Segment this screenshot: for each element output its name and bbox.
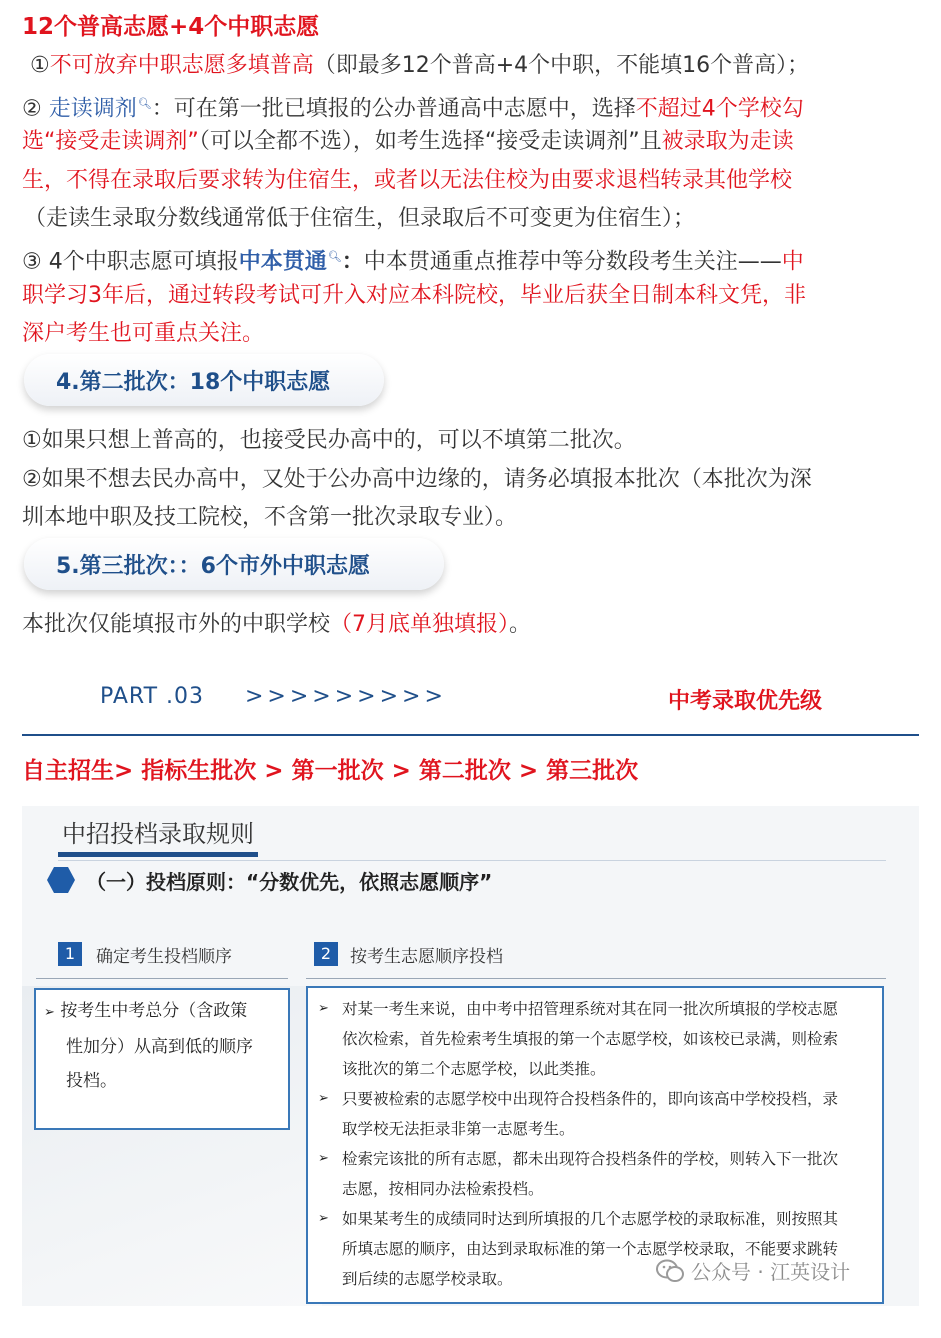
- item-2-highlight-2: 被录取为走读: [661, 129, 794, 154]
- slide-principle: （一）投档原则：“分数优先，依照志愿顺序”: [86, 870, 493, 894]
- step-1-rule: [36, 978, 288, 979]
- item-3-colon: ：: [341, 249, 364, 275]
- bullet-icon: ➢: [318, 1001, 329, 1016]
- item-1: [30, 47, 930, 85]
- section-5-title: 5.第三批次：：6个市外中职志愿: [24, 538, 444, 590]
- item-2-line-2: [22, 123, 922, 161]
- item-3-line-2: 职学习3年后，通过转段考试可升入对应本科院校，毕业后获全日制本科文凭，非: [22, 283, 806, 308]
- bullet-4-l3: 到后续的志愿学校录取。: [342, 1270, 513, 1288]
- item-3-highlight-1: 中: [781, 249, 804, 275]
- step-1-heading: 确定考生投档顺序: [96, 947, 232, 967]
- item-3-line-3: 深户考生也可重点关注。: [22, 321, 265, 346]
- part-header: [0, 684, 941, 720]
- item-3-line-1: [22, 238, 922, 281]
- item-3-rest: 中本贯通重点推荐中等分数段考生关注——: [363, 249, 782, 275]
- step-2-rule: [306, 978, 886, 979]
- item-3-prefix: 4个中职志愿可填报: [48, 249, 239, 275]
- part-label: PART .03: [100, 684, 205, 709]
- bullet-3-l2: 志愿，按相同办法检索投档。: [342, 1180, 544, 1198]
- section-4-para-2b: 圳本地中职及技工院校，不含第一批次录取专业）。: [22, 505, 518, 530]
- item-1-marker: ①: [30, 53, 50, 78]
- bullet-1-l3: 该批次的第二个志愿学校，以此类推。: [342, 1060, 606, 1078]
- wechat-icon: [655, 1258, 685, 1284]
- step-2-heading: 按考生志愿顺序投档: [350, 947, 503, 967]
- item-1-rest: （即最多12个普高+4个中职，不能填16个普高）；: [313, 53, 810, 78]
- item-2-highlight-1: 不超过4个学校勾: [635, 96, 804, 122]
- search-icon[interactable]: 🔍︎: [137, 97, 152, 110]
- secondary-bachelor-link[interactable]: 中本贯通: [238, 249, 327, 275]
- bullet-4-l1: 如果某考生的成绩同时达到所填报的几个志愿学校的录取标准，则按照其: [342, 1210, 839, 1228]
- slide-title: 中招投档录取规则: [62, 820, 254, 848]
- item-2-text: ：可在第一批已填报的公办普通高中志愿中，选择: [151, 96, 636, 122]
- step-2-bullet-3: [318, 1144, 872, 1204]
- bullet-3-l1: 检索完该批的所有志愿，都未出现符合投档条件的学校，则转入下一批次: [342, 1150, 839, 1168]
- section-5-body: 本批次仅能填报市外的中职学校: [22, 612, 331, 637]
- section-4-title: 4.第二批次：18个中职志愿: [24, 354, 384, 406]
- section-heading: 12个普高志愿+4个中职志愿: [22, 14, 320, 40]
- watermark-text: 公众号 · 江英设计: [691, 1260, 851, 1284]
- item-2-line-1: [22, 85, 922, 128]
- item-3-marker: ③: [22, 249, 42, 275]
- step-1-number: 1: [58, 942, 82, 966]
- step-2-bullet-2: [318, 1084, 872, 1144]
- slide-divider: [58, 860, 886, 861]
- item-1-highlight: 不可放弃中职志愿多填普高: [49, 53, 314, 78]
- bullet-2-l2: 取学校无法拒录非第一志愿考生。: [342, 1120, 575, 1138]
- bullet-2-l1: 只要被检索的志愿学校中出现符合投档条件的，即向该高中学校投档，录: [342, 1090, 839, 1108]
- bullet-1-l1: 对某一考生来说，由中考中招管理系统对其在同一批次所填报的学校志愿: [342, 1000, 839, 1018]
- item-2-highlight-1b: 选: [22, 129, 45, 154]
- divider: [22, 734, 919, 736]
- item-2-mid: （可以全都不选），如考生选择“接受走读调剂”且: [198, 129, 662, 154]
- bullet-4-l2: 所填志愿的顺序，由达到录取标准的第一个志愿学校录取，不能要求跳转: [342, 1240, 839, 1258]
- bullet-icon: ➢: [318, 1151, 329, 1166]
- item-2-quote: “接受走读调剂”: [44, 129, 199, 154]
- slide-title-bar: [58, 852, 258, 857]
- item-2-line-3: 生，不得在录取后要求转为住宿生，或者以无法住校为由要求退档转录其他学校: [22, 168, 793, 193]
- item-2-note: （走读生录取分数线通常低于住宿生，但录取后不可变更为住宿生）；: [24, 206, 696, 231]
- part-title: 中考录取优先级: [668, 689, 823, 714]
- step-1-text-l1: 按考生中考总分（含政策: [60, 1001, 248, 1021]
- step-1-text-l3: 投档。: [66, 1071, 117, 1091]
- step-1-box: [34, 988, 290, 1130]
- item-2-marker: ②: [22, 96, 42, 122]
- section-4-para-1: ①如果只想上普高的，也接受民办高中的，可以不填第二批次。: [22, 428, 636, 453]
- bullet-1-l2: 依次检索，首先检索考生填报的第一个志愿学校，如该校已录满，则检索: [342, 1030, 839, 1048]
- bullet-icon: ➢: [318, 1211, 329, 1226]
- search-icon[interactable]: 🔍︎: [327, 250, 342, 263]
- walk-in-transfer-link[interactable]: 走读调剂: [48, 96, 137, 122]
- step-2-bullet-1: [318, 994, 872, 1084]
- watermark: [655, 1256, 850, 1285]
- hexagon-icon: [46, 866, 76, 894]
- section-4-para-2a: ②如果不想去民办高中，又处于公办高中边缘的，请务必填报本批次（本批次为深: [22, 467, 812, 492]
- rules-slide: [22, 806, 919, 1306]
- part-arrows: >>>>>>>>>: [245, 684, 447, 709]
- section-5-text: [22, 606, 922, 644]
- bullet-icon: ➢: [318, 1091, 329, 1106]
- step-1-text-l2: 性加分）从高到低的顺序: [66, 1037, 253, 1057]
- section-5-highlight: （7月底单独填报）: [330, 612, 510, 637]
- step-1-text: [44, 994, 280, 1098]
- section-5-end: 。: [509, 612, 532, 637]
- step-2-number: 2: [314, 942, 338, 966]
- bullet-icon: ➢: [44, 1005, 55, 1020]
- admission-priority: 自主招生> 指标生批次 > 第一批次 > 第二批次 > 第三批次: [22, 758, 639, 784]
